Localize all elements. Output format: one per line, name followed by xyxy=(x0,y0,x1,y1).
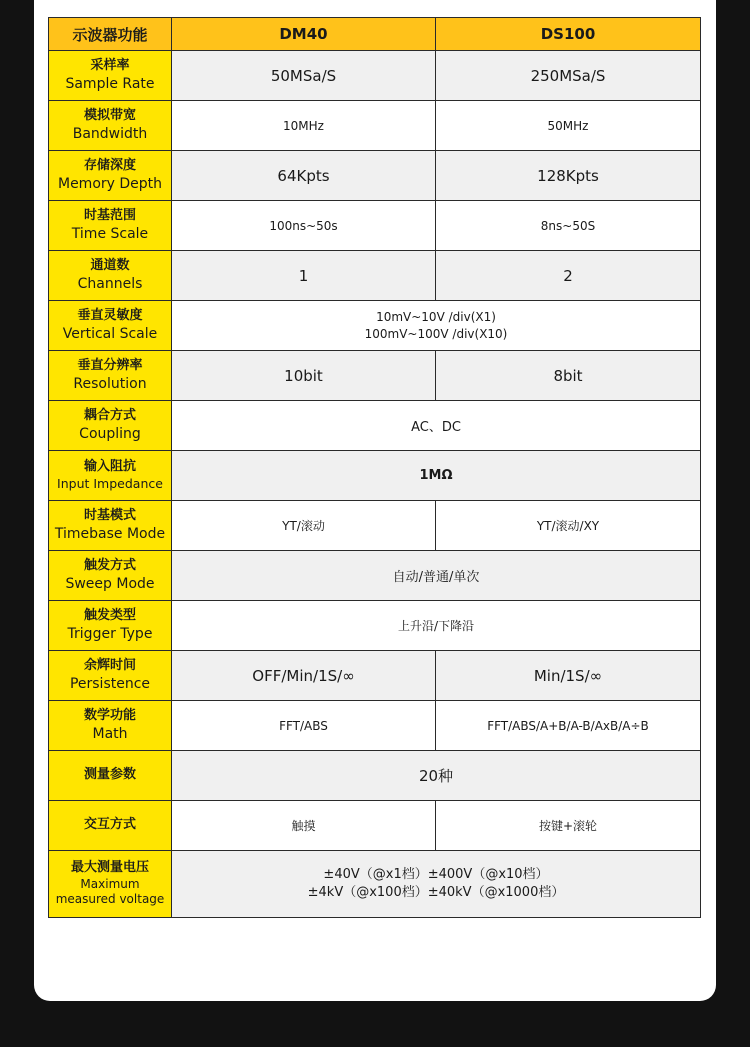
value-ds100: 50MHz xyxy=(436,101,701,151)
table-header-row xyxy=(49,18,701,51)
value-ds100: 按键+滚轮 xyxy=(436,801,701,851)
table-row xyxy=(49,801,701,851)
value-dm40: 触摸 xyxy=(172,801,436,851)
row-label-en: Persistence xyxy=(69,675,151,692)
row-label xyxy=(49,651,172,701)
table-row xyxy=(49,51,701,101)
table-row xyxy=(49,501,701,551)
header-model-dm40: DM40 xyxy=(172,18,436,51)
value-shared: 20种 xyxy=(172,751,701,801)
header-feature: 示波器功能 xyxy=(49,18,172,51)
row-label xyxy=(49,101,172,151)
row-label xyxy=(49,351,172,401)
row-label xyxy=(49,801,172,851)
row-label-en: Resolution xyxy=(73,375,147,392)
spec-comparison-table xyxy=(48,17,701,918)
value-ds100: 128Kpts xyxy=(436,151,701,201)
row-label xyxy=(49,851,172,918)
row-label-en: Bandwidth xyxy=(72,125,148,142)
value-dm40: OFF/Min/1S/∞ xyxy=(172,651,436,701)
header-model-ds100: DS100 xyxy=(436,18,701,51)
row-label-en: Timebase Mode xyxy=(54,525,166,542)
row-label-en: Coupling xyxy=(79,425,141,442)
row-label xyxy=(49,451,172,501)
table-row xyxy=(49,251,701,301)
table-row xyxy=(49,151,701,201)
table-row xyxy=(49,551,701,601)
row-label-cn: 测量参数 xyxy=(83,767,136,783)
row-label xyxy=(49,701,172,751)
row-label-cn: 存储深度 xyxy=(83,157,136,173)
table-row xyxy=(49,701,701,751)
value-shared: 自动/普通/单次 xyxy=(172,551,701,601)
row-label-cn: 数学功能 xyxy=(83,707,136,723)
value-dm40: 1 xyxy=(172,251,436,301)
row-label-cn: 垂直灵敏度 xyxy=(77,307,143,323)
row-label-en: Trigger Type xyxy=(67,625,153,642)
value-dm40: 64Kpts xyxy=(172,151,436,201)
value-dm40: YT/滚动 xyxy=(172,501,436,551)
value-shared: 上升沿/下降沿 xyxy=(172,601,701,651)
row-label xyxy=(49,51,172,101)
row-label-en: Sweep Mode xyxy=(65,575,155,592)
value-line-2: 100mV~100V /div(X10) xyxy=(364,326,508,341)
table-row xyxy=(49,301,701,351)
row-label-cn: 触发方式 xyxy=(83,557,136,573)
row-label-en-line-2: measured voltage xyxy=(55,892,165,907)
row-label xyxy=(49,501,172,551)
value-ds100: YT/滚动/XY xyxy=(436,501,701,551)
row-label xyxy=(49,201,172,251)
table-row xyxy=(49,451,701,501)
value-dm40: 100ns~50s xyxy=(172,201,436,251)
value-ds100: FFT/ABS/A+B/A-B/AxB/A÷B xyxy=(436,701,701,751)
row-label-cn: 采样率 xyxy=(90,57,130,73)
value-line-2: ±4kV（@x100档）±40kV（@x1000档） xyxy=(307,885,565,900)
row-label xyxy=(49,251,172,301)
row-label xyxy=(49,401,172,451)
row-label-cn: 时基模式 xyxy=(83,507,136,523)
row-label-en: Memory Depth xyxy=(57,175,163,192)
row-label xyxy=(49,551,172,601)
value-ds100: 8ns~50S xyxy=(436,201,701,251)
row-label-en: Vertical Scale xyxy=(62,325,158,342)
row-label-cn: 输入阻抗 xyxy=(83,458,136,474)
row-label-cn: 耦合方式 xyxy=(83,407,136,423)
table-row xyxy=(49,201,701,251)
table-row xyxy=(49,651,701,701)
table-row xyxy=(49,601,701,651)
row-label xyxy=(49,151,172,201)
row-label-cn: 时基范围 xyxy=(83,207,136,223)
table-row xyxy=(49,851,701,918)
row-label-en-line-1: Maximum xyxy=(80,876,140,891)
value-line-1: ±40V（@x1档）±400V（@x10档） xyxy=(323,866,549,882)
value-shared xyxy=(172,851,701,918)
value-ds100: 8bit xyxy=(436,351,701,401)
value-dm40: 50MSa/S xyxy=(172,51,436,101)
row-label-cn: 最大测量电压 xyxy=(70,859,149,875)
value-dm40: 10bit xyxy=(172,351,436,401)
row-label-cn: 余辉时间 xyxy=(83,657,136,673)
table-row xyxy=(49,401,701,451)
row-label-cn: 模拟带宽 xyxy=(83,107,136,123)
value-shared: 1MΩ xyxy=(172,451,701,501)
row-label-cn: 交互方式 xyxy=(83,817,136,833)
value-ds100: 250MSa/S xyxy=(436,51,701,101)
row-label xyxy=(49,601,172,651)
row-label-en: Math xyxy=(92,725,128,742)
value-line-1: 10mV~10V /div(X1) xyxy=(376,309,496,324)
row-label-en: Sample Rate xyxy=(65,75,155,92)
value-ds100: Min/1S/∞ xyxy=(436,651,701,701)
value-dm40: FFT/ABS xyxy=(172,701,436,751)
value-shared: AC、DC xyxy=(172,401,701,451)
row-label-en: Channels xyxy=(77,275,143,292)
row-label-cn: 通道数 xyxy=(90,257,130,273)
value-dm40: 10MHz xyxy=(172,101,436,151)
table-row xyxy=(49,351,701,401)
value-shared xyxy=(172,301,701,351)
row-label xyxy=(49,751,172,801)
row-label-en: Time Scale xyxy=(71,225,149,242)
table-row xyxy=(49,101,701,151)
row-label-cn: 垂直分辨率 xyxy=(77,357,143,373)
row-label-cn: 触发类型 xyxy=(83,607,136,623)
row-label xyxy=(49,301,172,351)
row-label-en: Input Impedance xyxy=(57,475,163,491)
value-ds100: 2 xyxy=(436,251,701,301)
table-row xyxy=(49,751,701,801)
